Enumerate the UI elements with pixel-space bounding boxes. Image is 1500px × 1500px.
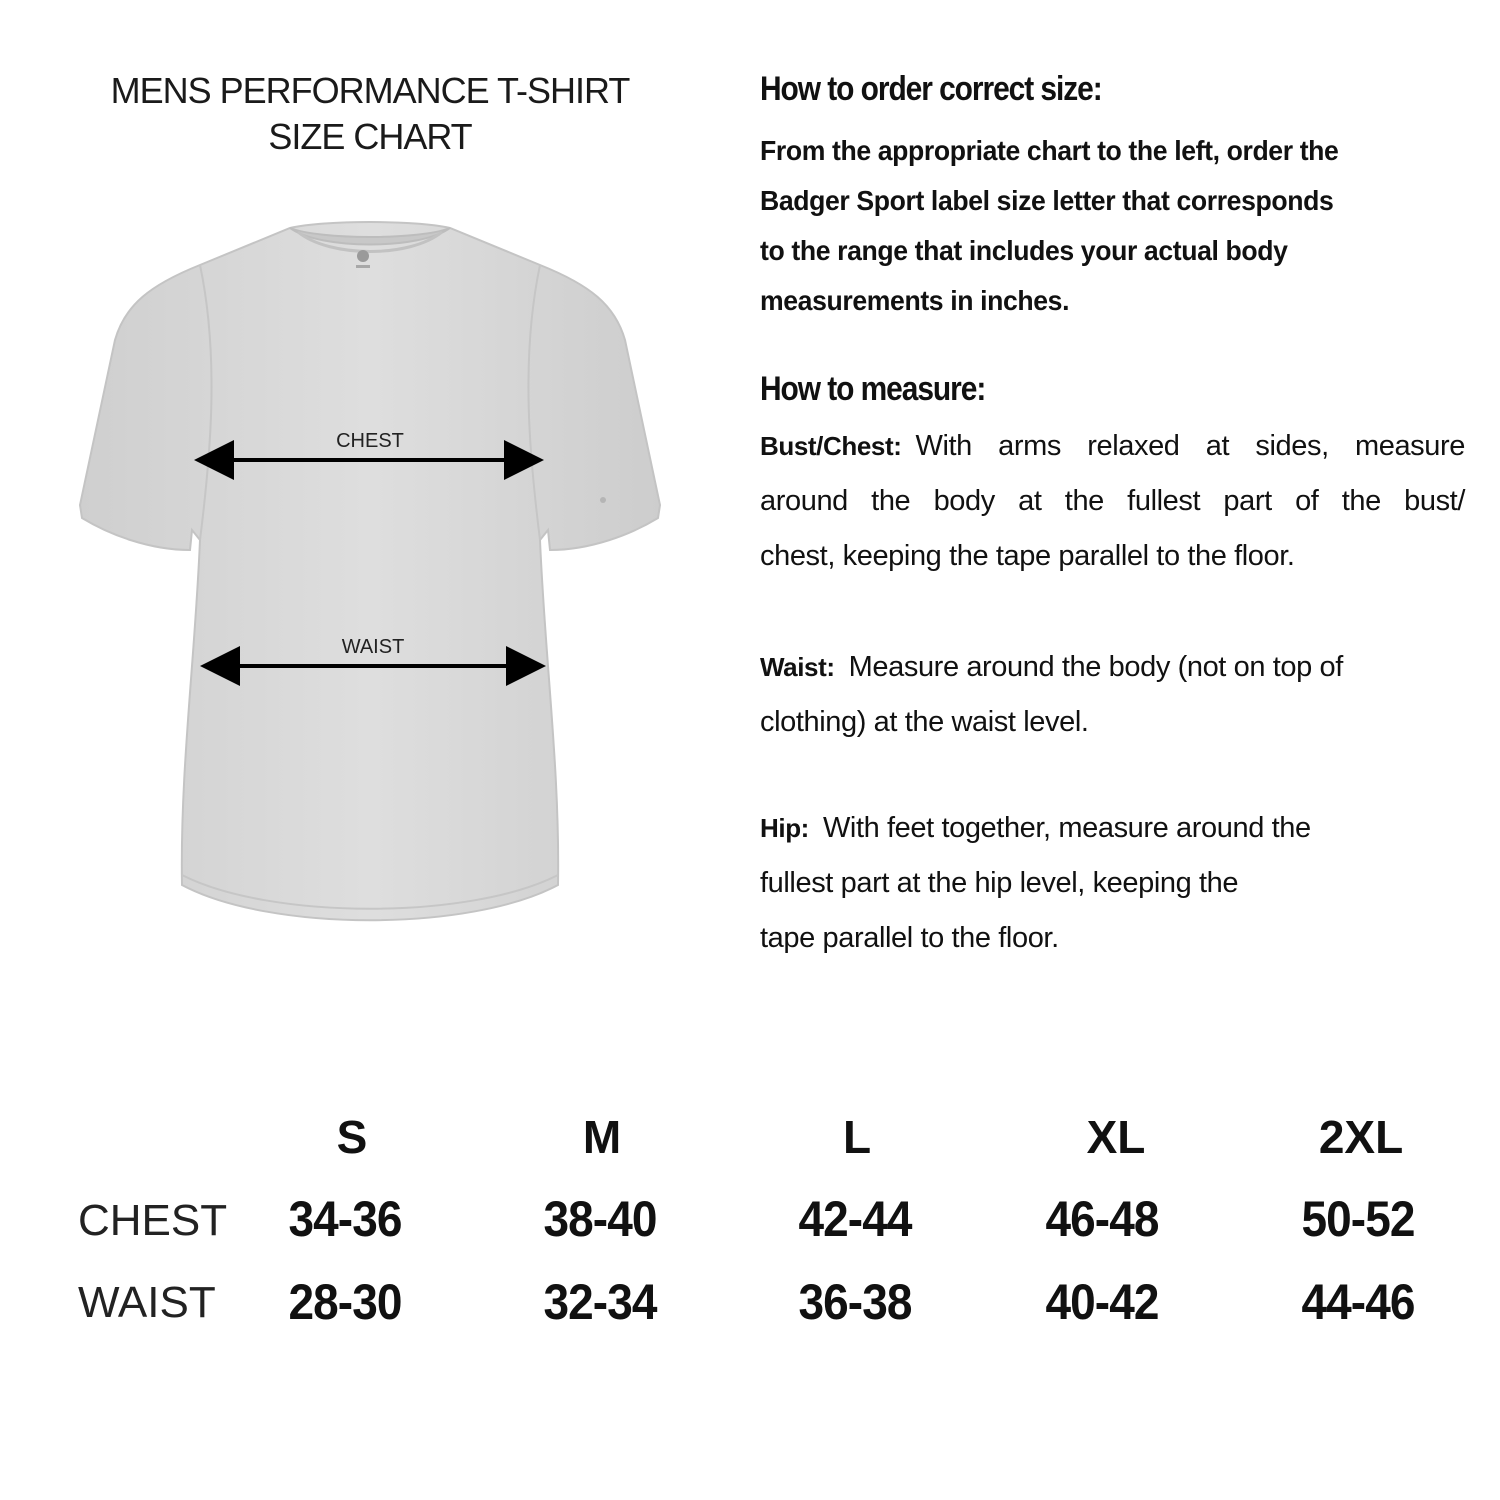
badger-logo-icon — [356, 250, 370, 268]
hip-instruction — [760, 801, 1465, 966]
chest-cell: 34-36 — [288, 1191, 402, 1247]
size-header-xl: XL — [1086, 1111, 1146, 1163]
waist-cell: 28-30 — [288, 1274, 402, 1330]
waist-cell: 36-38 — [798, 1274, 912, 1330]
title-line-2: SIZE CHART — [268, 116, 472, 157]
order-body — [760, 126, 1465, 326]
waist-cell: 32-34 — [543, 1274, 657, 1330]
size-header-s: S — [336, 1111, 368, 1163]
order-heading: How to order correct size: — [760, 70, 1102, 108]
waist-term: Waist: — [760, 652, 835, 682]
size-header-2xl: 2XL — [1318, 1111, 1404, 1163]
chest-cell: 42-44 — [798, 1191, 912, 1247]
order-line: From the appropriate chart to the left, order the — [760, 135, 1339, 166]
row-label-waist: WAIST — [78, 1278, 216, 1327]
page-title — [70, 68, 670, 160]
bust-instruction — [760, 419, 1465, 584]
order-line: Badger Sport label size letter that corresponds — [760, 185, 1334, 216]
waist-instruction — [760, 640, 1465, 750]
shirt-figure — [70, 210, 670, 950]
hip-line-1: Hip: With feet together, measure around the — [760, 812, 1311, 844]
order-line: measurements in inches. — [760, 285, 1070, 316]
size-header-l: L — [842, 1111, 872, 1163]
measure-heading: How to measure: — [760, 370, 986, 408]
hip-line-3: tape parallel to the floor. — [760, 922, 1059, 954]
chest-cell: 38-40 — [543, 1191, 657, 1247]
size-table — [0, 1090, 1500, 1350]
bust-line-2: around the body at the fullest part of the bust/ — [760, 485, 1465, 517]
waist-measure-label: WAIST — [341, 636, 405, 658]
shirt-body — [80, 222, 660, 920]
waist-cell: 40-42 — [1045, 1274, 1159, 1330]
bust-line-3: chest, keeping the tape parallel to the floor. — [760, 540, 1295, 572]
t-shirt-illustration — [70, 210, 670, 950]
size-header-m: M — [582, 1111, 622, 1163]
waist-line-1: Waist: Measure around the body (not on top of — [760, 651, 1343, 683]
hip-term: Hip: — [760, 813, 809, 843]
row-label-chest: CHEST — [78, 1196, 228, 1245]
bust-line-1: Bust/Chest: With arms relaxed at sides, measure — [760, 430, 1465, 462]
order-line: to the range that includes your actual body — [760, 235, 1288, 266]
waist-cell: 44-46 — [1301, 1274, 1415, 1330]
chest-measure-label: CHEST — [336, 430, 404, 452]
hip-line-2: fullest part at the hip level, keeping the — [760, 867, 1239, 899]
chest-cell: 46-48 — [1045, 1191, 1159, 1247]
title-line-1: MENS PERFORMANCE T-SHIRT — [110, 70, 630, 111]
bust-term: Bust/Chest: — [760, 431, 902, 461]
waist-line-2: clothing) at the waist level. — [760, 706, 1089, 738]
chest-cell: 50-52 — [1301, 1191, 1415, 1247]
